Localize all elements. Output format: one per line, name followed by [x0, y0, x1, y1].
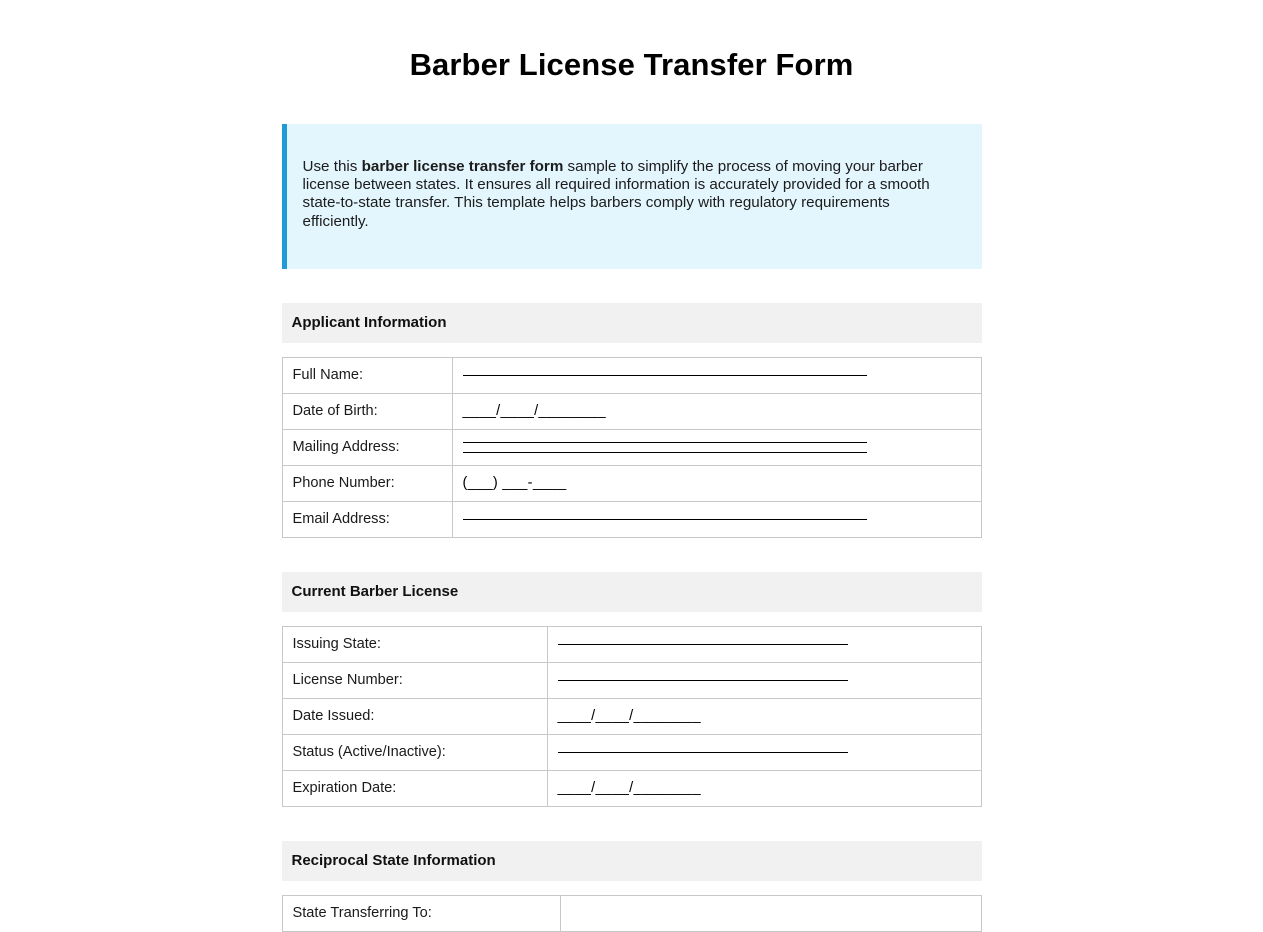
- blank-line: [558, 680, 848, 681]
- field-value[interactable]: [452, 393, 981, 429]
- document-content: [282, 46, 982, 932]
- field-value[interactable]: [547, 626, 981, 662]
- field-label: Expiration Date:: [282, 770, 547, 806]
- date-blank: ____/____/________: [557, 707, 701, 724]
- field-value[interactable]: [547, 770, 981, 806]
- table-row: [282, 698, 981, 734]
- table-row: [282, 895, 981, 931]
- table-row: [282, 357, 981, 393]
- page-title: Barber License Transfer Form: [409, 47, 854, 82]
- form-table-applicant-information: [282, 357, 982, 538]
- form-table-reciprocal-state-information: [282, 895, 982, 932]
- date-blank: ____/____/________: [557, 779, 701, 796]
- field-label: Date of Birth:: [282, 393, 452, 429]
- phone-blank: (___) ___-____: [462, 474, 567, 491]
- field-label: Full Name:: [282, 357, 452, 393]
- field-value[interactable]: [452, 429, 981, 465]
- section-header-reciprocal-state-information: Reciprocal State Information: [282, 841, 982, 881]
- table-row: [282, 770, 981, 806]
- table-row: [282, 429, 981, 465]
- blank-line: [463, 375, 867, 376]
- field-value[interactable]: [452, 501, 981, 537]
- intro-lead: Use this: [302, 157, 362, 175]
- field-label: Date Issued:: [282, 698, 547, 734]
- blank-line: [463, 452, 867, 453]
- blank-line: [558, 644, 848, 645]
- intro-callout: [282, 124, 982, 269]
- field-value[interactable]: [547, 662, 981, 698]
- intro-rest: sample to simplify the process of moving your barber license between states. It ensures all required information is accurately provided for a smooth state-to-state transfer. This template helps barbers comply with regulatory requirements efficiently.: [302, 157, 930, 230]
- table-row: [282, 501, 981, 537]
- field-value[interactable]: [560, 895, 981, 931]
- field-label: Issuing State:: [282, 626, 547, 662]
- field-label: Email Address:: [282, 501, 452, 537]
- table-row: [282, 626, 981, 662]
- table-row: [282, 465, 981, 501]
- field-label: State Transferring To:: [282, 895, 560, 931]
- field-label: License Number:: [282, 662, 547, 698]
- section-header-applicant-information: Applicant Information: [282, 303, 982, 343]
- blank-line: [463, 442, 867, 443]
- field-value[interactable]: [452, 465, 981, 501]
- table-row: [282, 734, 981, 770]
- blank-line: [558, 752, 848, 753]
- field-value[interactable]: [452, 357, 981, 393]
- form-table-current-barber-license: [282, 626, 982, 807]
- blank-line: [463, 519, 867, 520]
- field-label: Mailing Address:: [282, 429, 452, 465]
- field-value[interactable]: [547, 698, 981, 734]
- date-blank: ____/____/________: [462, 402, 606, 419]
- section-header-current-barber-license: Current Barber License: [282, 572, 982, 612]
- field-value[interactable]: [547, 734, 981, 770]
- field-label: Phone Number:: [282, 465, 452, 501]
- intro-paragraph: [303, 158, 960, 231]
- table-row: [282, 662, 981, 698]
- intro-emphasis: barber license transfer form: [361, 157, 564, 175]
- field-label: Status (Active/Inactive):: [282, 734, 547, 770]
- table-row: [282, 393, 981, 429]
